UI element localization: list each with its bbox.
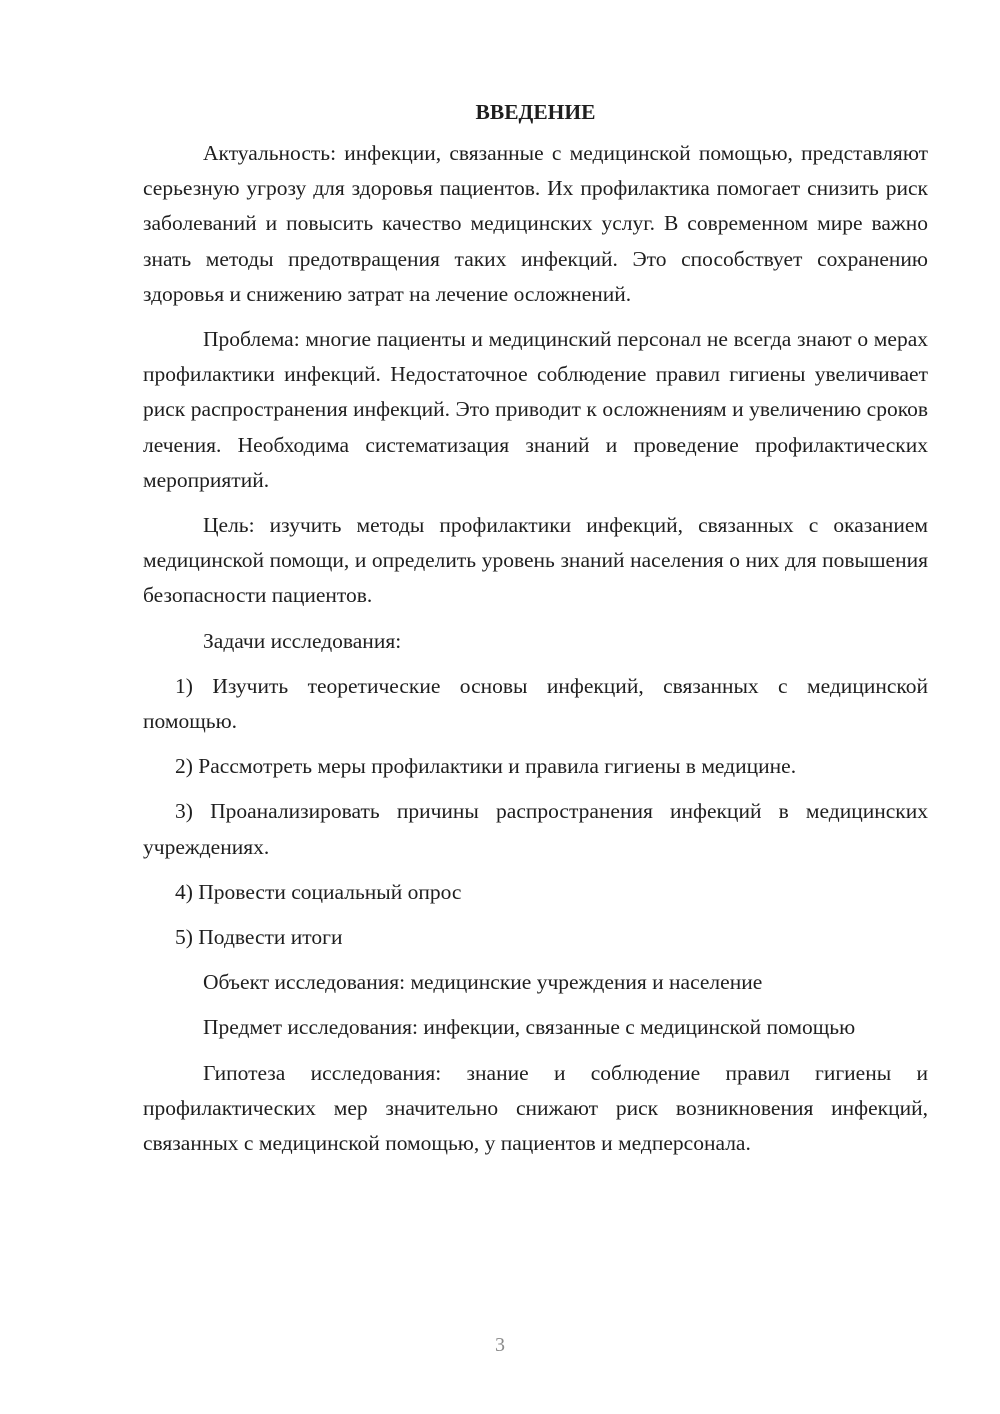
tasks-list [143, 669, 928, 955]
list-item: 1) Изучить теоретические основы инфекций, связанных с медицинской помощью. [143, 673, 928, 734]
relevance-paragraph: Актуальность: инфекции, связанные с медицинской помощью, представляют серьезную угрозу для здоровья пациентов. Их профилактика помогает снизить риск заболеваний и повысить качество медицинских услуг. В современном мире важно знать методы предотвращения таких инфекций. Это способствует сохранению здоровья и снижению затрат на лечение осложнений. [143, 141, 928, 306]
tasks-heading: Задачи исследования: [203, 628, 402, 653]
list-item: 3) Проанализировать причины распространения инфекций в медицинских учреждениях. [143, 799, 928, 859]
goal-paragraph: Цель: изучить методы профилактики инфекций, связанных с оказанием медицинской помощи, и определить уровень знаний населения о них для повышения безопасности пациентов. [143, 513, 928, 608]
problem-paragraph: Проблема: многие пациенты и медицинский персонал не всегда знают о мерах профилактики инфекций. Недостаточное соблюдение правил гигиены увеличивает риск распространения инфекций. Это приводит к осложнениям и увеличению сроков лечения. Необходима систематизация знаний и проведение профилактических мероприятий. [143, 327, 928, 492]
list-item: 5) Подвести итоги [175, 925, 343, 950]
list-item: 2) Рассмотреть меры профилактики и правила гигиены в медицине. [175, 754, 797, 779]
list-item: 4) Провести социальный опрос [175, 879, 462, 904]
hypothesis-paragraph: Гипотеза исследования: знание и соблюдение правил гигиены и профилактических мер значительно снижают риск возникновения инфекций, связанных с медицинской помощью, у пациентов и медперсонала. [143, 1060, 928, 1156]
object-paragraph: Объект исследования: медицинские учреждения и население [203, 970, 763, 995]
document-page [143, 94, 928, 1171]
page-title: ВВЕДЕНИЕ [475, 100, 596, 124]
subject-paragraph: Предмет исследования: инфекции, связанные с медицинской помощью [203, 1015, 856, 1040]
page-number: 3 [495, 1334, 505, 1356]
